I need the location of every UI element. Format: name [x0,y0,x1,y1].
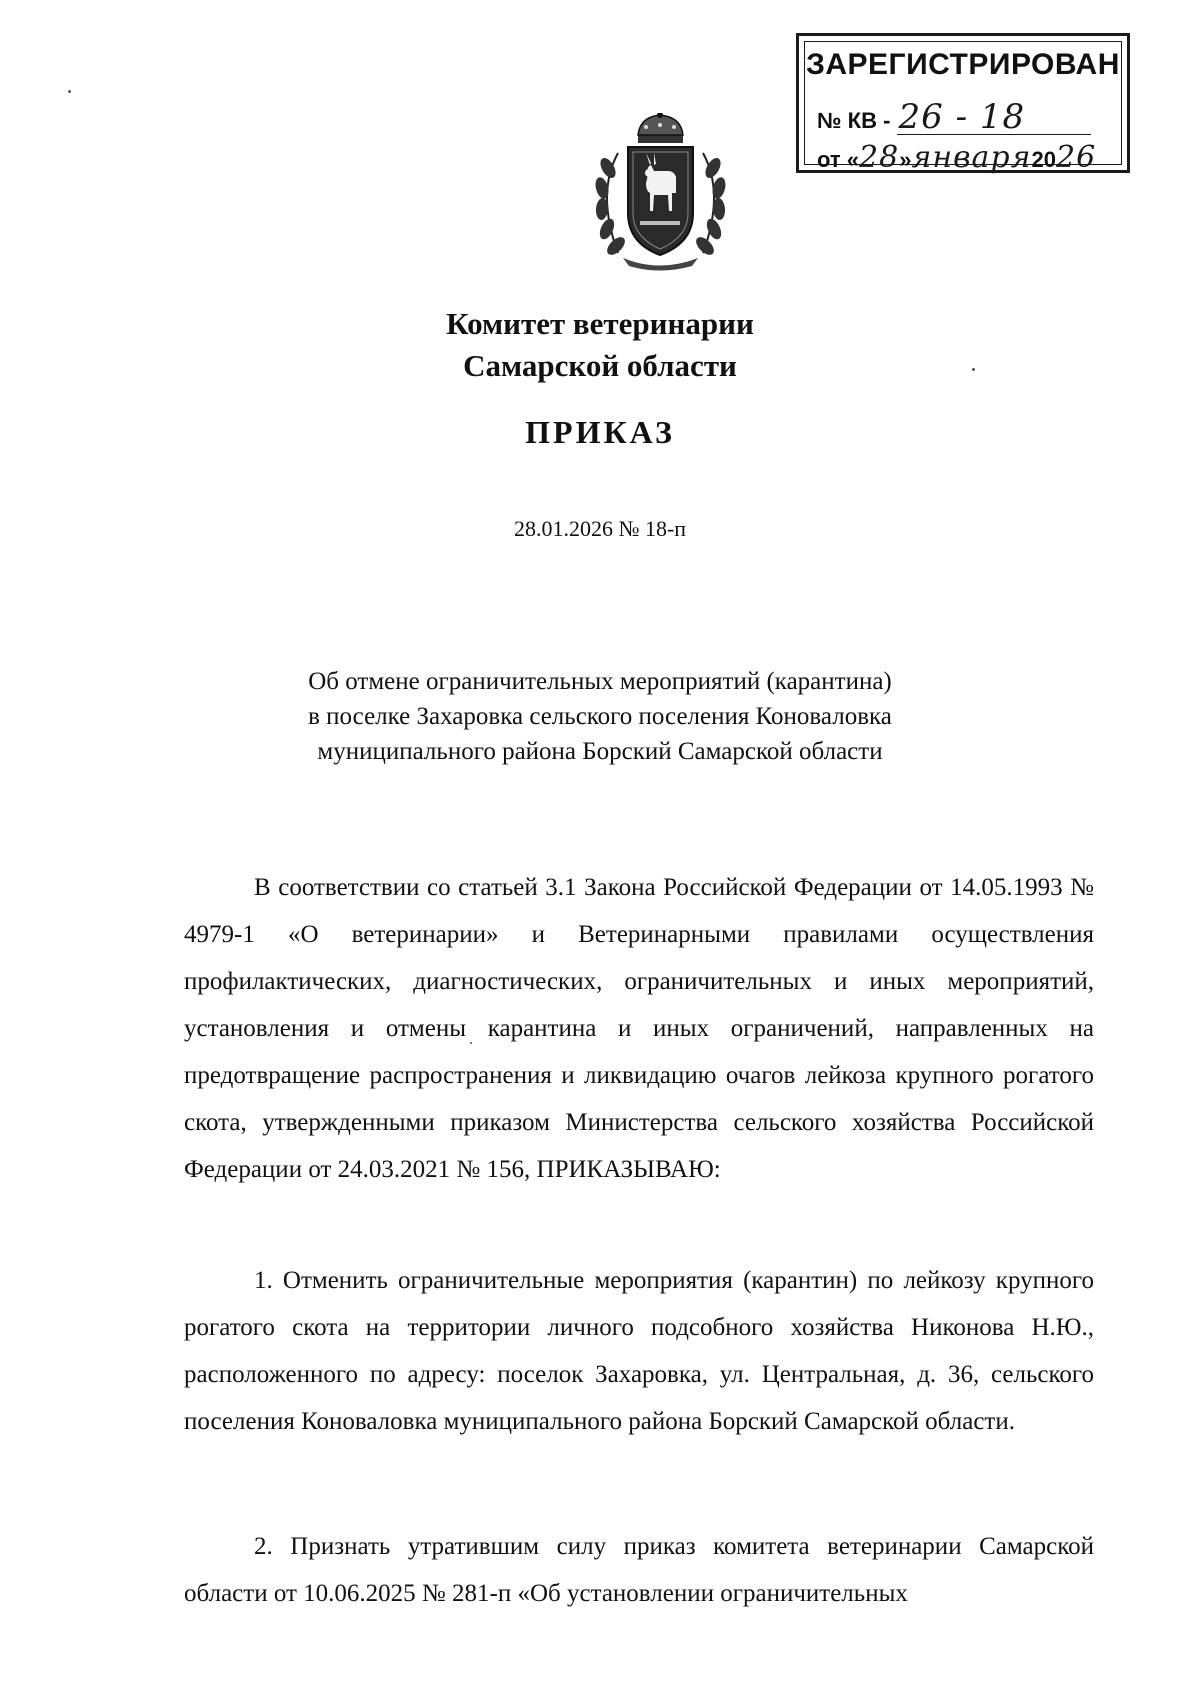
subject-line1: Об отмене ограничительных мероприятий (карантина) [308,668,892,695]
document-title: ПРИКАЗ [525,414,675,450]
document-subject [0,664,1200,769]
body-paragraph-2-text: 1. Отменить ограничительные мероприятия (карантин) по лейкозу крупного рогатого скота на территории личного подсобного хозяйства Никонова Н.Ю., расположенного по адресу: поселок Захаровка, ул. Центральная, д. 36, сельского поселения Коноваловка муниципального района Борский Самарской области. [184,1267,1094,1435]
body-paragraph-3-text: 2. Признать утратившим силу приказ комитета ветеринарии Самарской области от 10.06.2025 № 281-п «Об установлении ограничительных [184,1533,1094,1607]
samara-region-coat-of-arms-icon [588,113,733,273]
stamp-number-field [897,97,1091,137]
body-paragraph-1 [184,864,1094,1193]
organization-name-line2: Самарской области [463,348,737,383]
body-paragraph-1-text: В соответствии со статьей 3.1 Закона Российской Федерации от 14.05.1993 № 4979-1 «О ветеринарии» и Ветеринарными правилами осуществления профилактических, диагностических, ограничительных и иных мероприятий, установления и отмены карантина и иных ограничений, направленных на предотвращение распространения и ликвидацию очагов лейкоза крупного рогатого скота, утвержденными приказом Министерства сельского хозяйства Российской Федерации от 24.03.2021 № 156, ПРИКАЗЫВАЮ: [184,874,1094,1183]
stamp-date-day: 28 [859,140,900,175]
stamp-number-prefix: № КВ - [817,108,891,133]
stamp-number-handwritten: 26 - 18 [898,97,1026,137]
registration-stamp [796,33,1130,173]
organization-name-line1: Комитет ветеринарии [446,306,754,341]
scan-speck [68,90,71,93]
scan-speck [972,368,975,371]
stamp-number-row [817,97,1091,137]
stamp-date-year: 26 [1055,140,1097,175]
body-paragraph-2 [184,1257,1094,1445]
subject-line3: муниципального района Борский Самарской области [317,738,883,765]
body-paragraph-3 [184,1523,1094,1617]
scan-speck [470,1042,472,1044]
stamp-date-prefix: от « [817,147,860,172]
stamp-date-month: января [911,140,1032,175]
subject-line2: в поселке Захаровка сельского поселения Коноваловка [308,703,892,730]
document-number: 28.01.2026 № 18-п [513,516,687,541]
stamp-date-year-prefix: 20 [1031,147,1056,172]
stamp-date-mid: » [899,147,912,172]
stamp-date-row [817,140,1096,175]
organization-name [0,303,1200,387]
stamp-title: ЗАРЕГИСТРИРОВАН [806,48,1120,81]
